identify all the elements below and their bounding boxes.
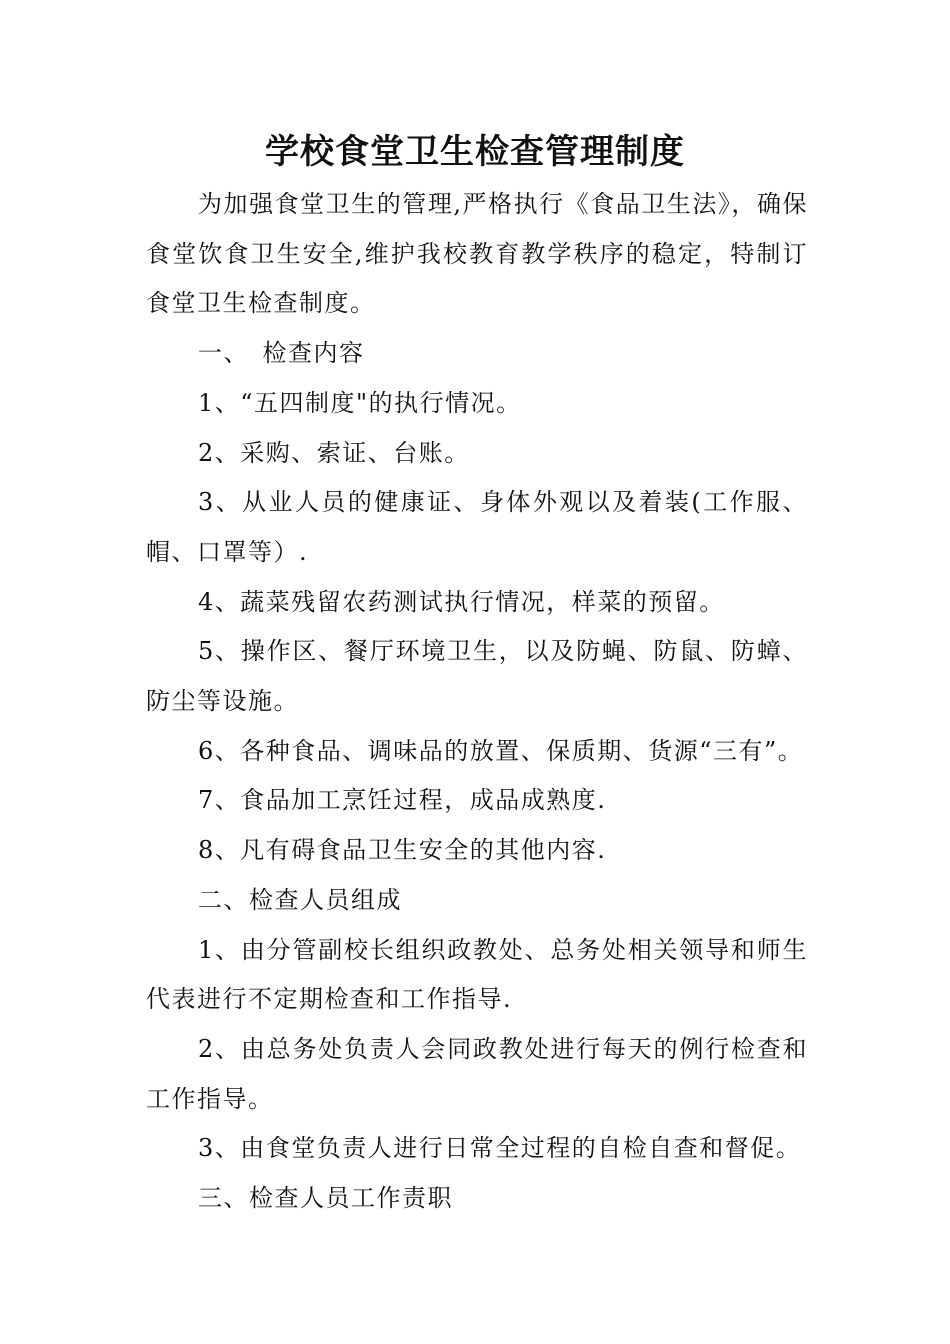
list-item: 3、由食堂负责人进行日常全过程的自检自查和督促。 bbox=[198, 1134, 802, 1163]
list-item: 6、各种食品、调味品的放置、保质期、货源“三有”。 bbox=[198, 736, 804, 765]
list-item: 8、凡有碍食品卫生安全的其他内容. bbox=[198, 836, 607, 865]
list-item: 3、从业人员的健康证、身体外观以及着装(工作服、帽、口罩等）. bbox=[146, 488, 808, 566]
section-heading-staff-duties: 三、检查人员工作责职 bbox=[198, 1184, 453, 1213]
list-item: 5、操作区、餐厅环境卫生，以及防蝇、防鼠、防蟑、防尘等设施。 bbox=[146, 637, 808, 716]
list-item: 2、采购、索证、台账。 bbox=[198, 438, 470, 467]
list-item: 1、由分管副校长组织政教处、总务处相关领导和师生代表进行不定期检查和工作指导. bbox=[146, 935, 808, 1014]
list-item: 4、蔬菜残留农药测试执行情况，样菜的预留。 bbox=[198, 587, 725, 616]
document-title: 学校食堂卫生检查管理制度 bbox=[265, 132, 685, 172]
document-body bbox=[146, 180, 808, 1224]
list-item: 7、食品加工烹饪过程，成品成熟度. bbox=[198, 786, 607, 815]
section-heading-inspection-staff: 二、检查人员组成 bbox=[198, 885, 402, 914]
list-item: 1、“五四制度"的执行情况。 bbox=[198, 388, 522, 417]
intro-paragraph: 为加强食堂卫生的管理,严格执行《食品卫生法》，确保食堂饮食卫生安全,维护我校教育教学秩序的稳定，特制订食堂卫生检查制度。 bbox=[146, 190, 808, 318]
list-item: 2、由总务处负责人会同政教处进行每天的例行检查和工作指导。 bbox=[146, 1034, 808, 1113]
section-heading-inspection-content: 一、 检查内容 bbox=[198, 339, 365, 368]
